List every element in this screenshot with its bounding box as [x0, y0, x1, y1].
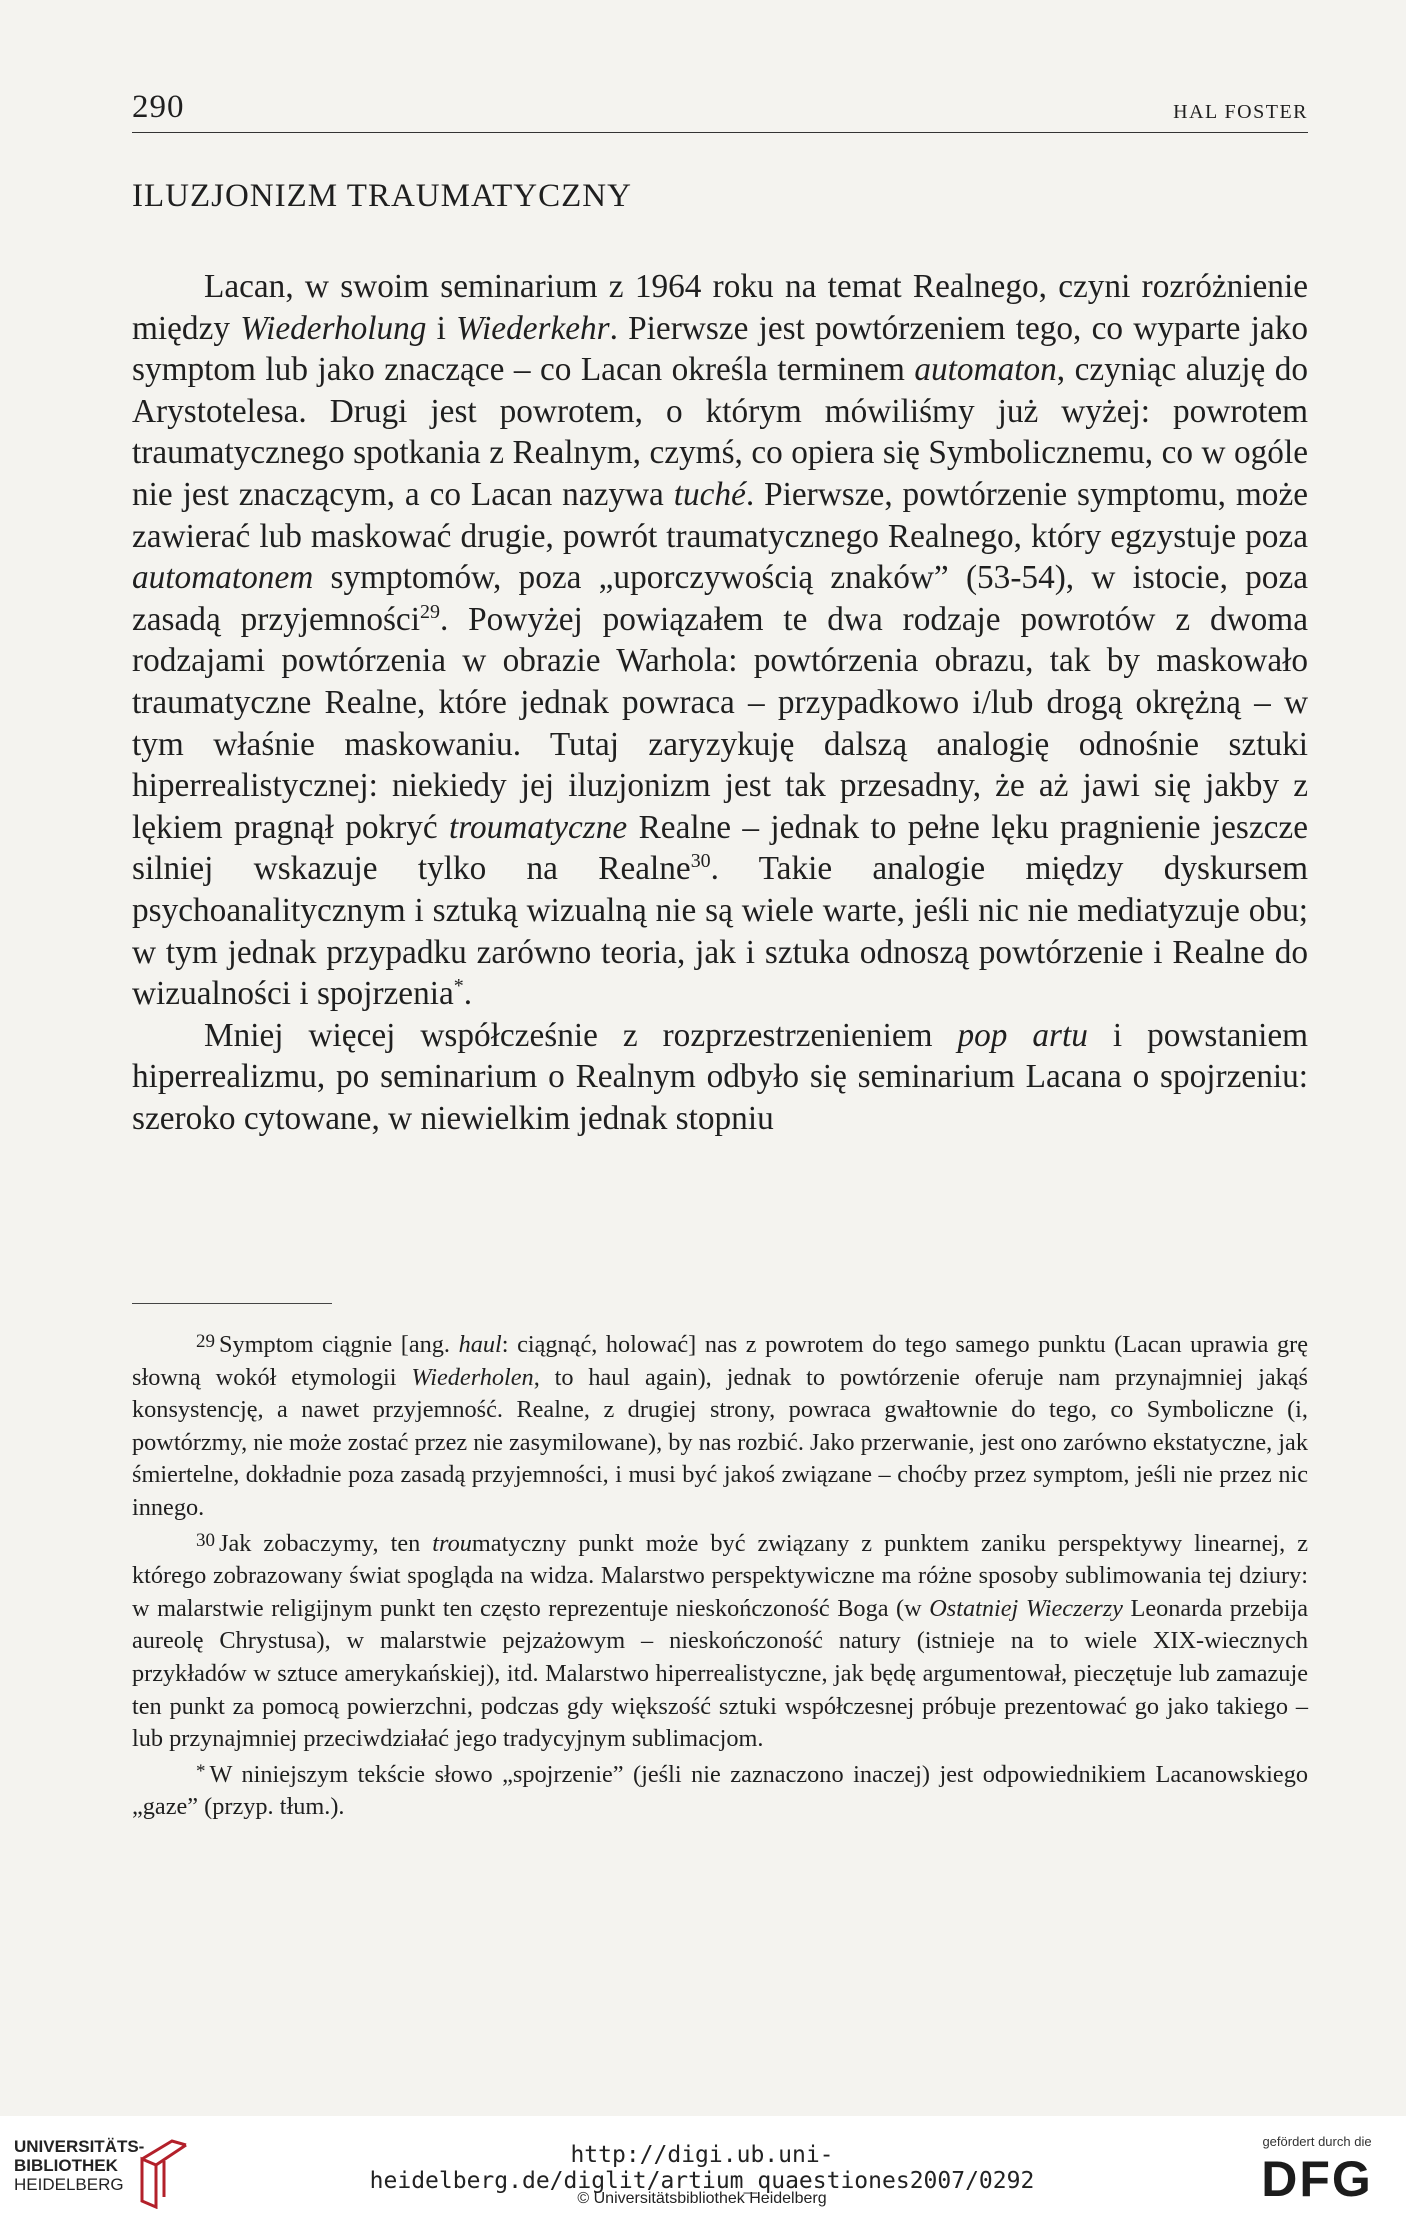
footnote-star: * W niniejszym tekście słowo „spojrzenie” (jeśli nie zaznaczono inaczej) jest odpowiednikiem Lacanowskiego „gaze” (przyp. tłum.). — [132, 1760, 1308, 1821]
footnote-29: $^{29}$ Symptom ciągnie [ang. haul: ciągnąć, holować] nas z powrotem do tego samego punktu (Lacan uprawia grę słowną wokół etymologii Wiederholen, to haul again), jednak to powtórzenie oferuje nam przynajmniej jakąś konsystencję, a nawet przyjemność. Realne, z drugiej strony, powraca gwałtownie do tego, co Symboliczne (i, powtórzmy, nie może zostać przez nie zasymilowane), by nas rozbić. Jako przerwanie, jest ono zarówno ekstatyczne, jak śmiertelne, dokładnie poza zasadą przyjemności, i musi być jakoś związane – choćby przez symptom, jeśli nie przez nic innego. — [132, 1331, 1308, 1521]
body-text — [132, 266, 1308, 1139]
source-url-link[interactable]: http://digi.ub.uni-heidelberg.de/diglit/artium_quaestiones2007/0292 — [369, 2142, 1035, 2194]
footnote-divider — [132, 1303, 332, 1304]
running-head: HAL FOSTER — [1173, 101, 1308, 123]
copyright-text: © Universitätsbibliothek Heidelberg — [577, 2190, 827, 2207]
library-logo: UNIVERSITÄTS- BIBLIOTHEK HEIDELBERG — [14, 2137, 145, 2194]
dfg-logo: DFG — [1261, 2151, 1373, 2207]
funder-note: gefördert durch die — [1262, 2134, 1372, 2149]
section-title: ILUZJONIZM TRAUMATYCZNY — [132, 178, 632, 214]
paragraph-1: Lacan, w swoim seminarium z 1964 roku na temat Realnego, czyni rozróżnienie między Wiederholung i Wiederkehr. Pierwsze jest powtórzeniem tego, co wyparte jako symptom lub jako znaczące – co Lacan określa terminem automaton, czyniąc aluzję do Arystotelesa. Drugi jest powrotem, o którym mówiliśmy już wyżej: powrotem traumatycznego spotkania z Realnym, czymś, co opiera się Symbolicznemu, co w ogóle nie jest znaczącym, a co Lacan nazywa tuché. Pierwsze, powtórzenie symptomu, może zawierać lub maskować drugie, powrót traumatycznego Realnego, który egzystuje poza automatonem symptomów, poza „uporczywością znaków” (53-54), w istocie, poza zasadą przyjemności$^{29}$. Powyżej powiązałem te dwa rodzaje powrotów z dwoma rodzajami powtórzenia w obrazie Warhola: powtórzenia obrazu, tak by maskowało traumatyczne Realne, które jednak powraca – przypadkowo i/lub drogą okrężną – w tym właśnie maskowaniu. Tutaj zaryzykuję dalszą analogię odnośnie sztuki hiperrealistycznej: niekiedy jej iluzjonizm jest tak przesadny, że aż jawi się jakby z lękiem pragnął pokryć troumatyczne Realne – jednak to pełne lęku pragnienie jeszcze silniej wskazuje tylko na Realne$^{30}$. Takie analogie między dyskursem psychoanalitycznym i sztuką wizualną nie są wiele warte, jeśli nic nie mediatyzuje obu; w tym jednak przypadku zarówno teoria, jak i sztuka odnoszą powtórzenie i Realne do wizualności i spojrzenia*. — [132, 268, 1308, 1013]
page-number: 290 — [132, 89, 185, 125]
library-emblem-icon — [134, 2139, 194, 2209]
paragraph-2: Mniej więcej współcześnie z rozprzestrzenieniem pop artu i powstaniem hiperrealizmu, po seminarium o Realnym odbyło się seminarium Lacana o spojrzeniu: szeroko cytowane, w niewielkim jednak stopniu — [132, 1016, 1308, 1137]
footnote-ref-29: 29 — [419, 600, 440, 623]
footnote-ref-star: * — [453, 975, 464, 997]
footnote-ref-30: 30 — [690, 850, 711, 873]
footnotes — [132, 1326, 1308, 1824]
footnote-30: $^{30}$ Jak zobaczymy, ten troumatyczny punkt może być związany z punktem zaniku perspektywy linearnej, z którego zobrazowany świat spogląda na widza. Malarstwo perspektywiczne ma różne sposoby sublimowania tej dziury: w malarstwie religijnym punkt ten często reprezentuje nieskończoność Boga (w Ostatniej Wieczerzy Leonarda przebija aureolę Chrystusa), w malarstwie pejzażowym – nieskończoność natury (istnieje na to wiele XIX-wiecznych przykładów w sztuce amerykańskiej), itd. Malarstwo hiperrealistyczne, jak będę argumentował, pieczętuje lub zamazuje ten punkt za pomocą powierzchni, podczas gdy większość sztuki współczesnej próbuje prezentować go jako takiego – lub przynajmniej przeciwdziałać jego tradycyjnym sublimacjom. — [132, 1529, 1309, 1753]
page-header — [132, 90, 1308, 133]
